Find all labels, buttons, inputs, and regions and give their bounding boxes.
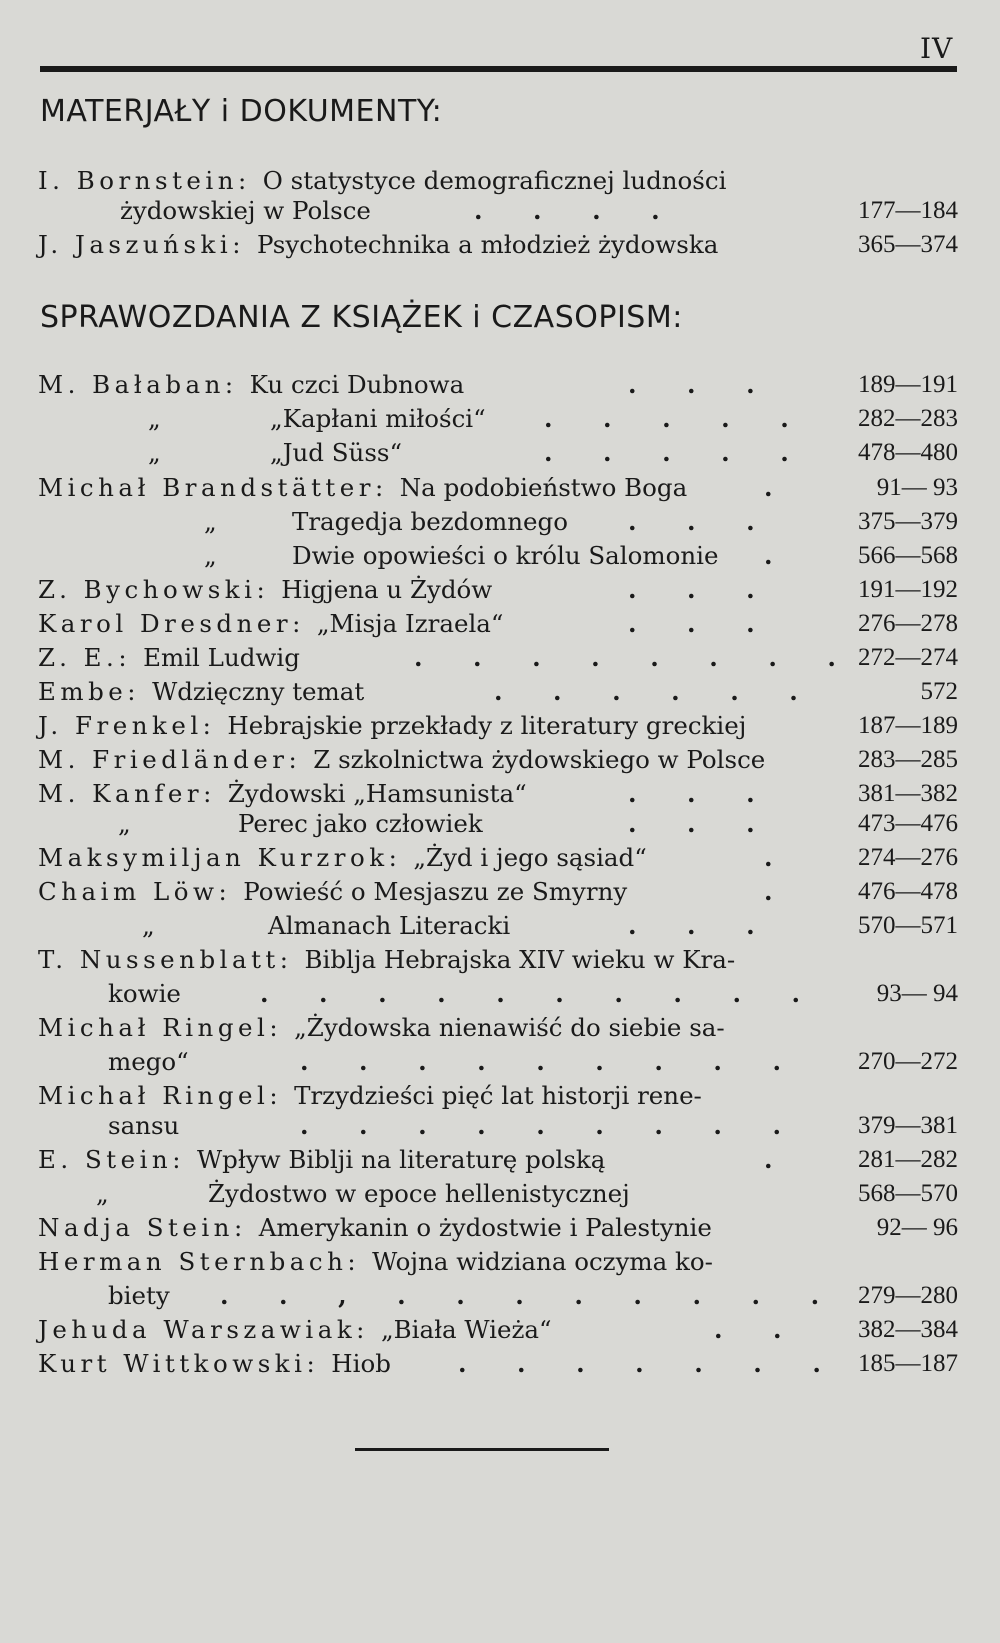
entry-author: E. Stein:: [38, 1145, 185, 1174]
entry-pages: 279—280: [858, 1282, 958, 1309]
entry-title: „Żyd i jego sąsiad“: [413, 843, 647, 872]
entry-title: Żydowski „Hamsunista“: [227, 779, 527, 808]
entry-pages: 91— 93: [876, 474, 958, 501]
ditto-mark: „: [204, 541, 217, 570]
toc-entry: [38, 743, 958, 779]
entry-author: T. Nussenblatt:: [38, 945, 293, 974]
toc-entry-continuation: [38, 1109, 958, 1145]
ditto-mark: „: [148, 404, 161, 433]
entry-pages: 570—571: [858, 912, 958, 939]
leader-dots: . . . . . . . .: [414, 643, 857, 672]
leader-dots: . . .: [628, 507, 776, 536]
toc-entry: [38, 607, 958, 643]
toc-entry: [38, 1011, 958, 1047]
entry-author: Maksymiljan Kurzrok:: [38, 843, 402, 872]
entry-pages: 566—568: [858, 542, 958, 569]
entry-pages: 282—283: [858, 405, 958, 432]
entry-title: „Misja Izraela“: [316, 609, 504, 638]
toc-entry-continuation: [38, 977, 958, 1013]
toc-entry: [38, 1245, 958, 1281]
toc-entry: [38, 1211, 958, 1247]
entry-author: Chaim Löw:: [38, 877, 232, 906]
toc-entry: [38, 709, 958, 745]
entry-pages: 381—382: [858, 780, 958, 807]
leader-dots: .: [764, 473, 794, 502]
entry-title: „Żydowska nienawiść do siebie sa-: [294, 1013, 725, 1042]
entry-author: Herman Sternbach:: [38, 1247, 361, 1276]
entry-author: Michał Brandstätter:: [38, 473, 388, 502]
entry-author: Michał Ringel:: [38, 1013, 283, 1042]
entry-pages: 270—272: [858, 1048, 958, 1075]
entry-pages: 476—478: [858, 878, 958, 905]
ditto-mark: „: [142, 911, 155, 940]
leader-dots: . . . . . .: [494, 677, 819, 706]
entry-pages: 572: [920, 678, 958, 705]
entry-title-line2: żydowskiej w Polsce: [120, 196, 371, 225]
toc-entry: [38, 1347, 958, 1383]
entry-author: Kurt Wittkowski:: [38, 1349, 320, 1378]
section-heading-materials: MATERJAŁY i DOKUMENTY:: [40, 94, 443, 129]
entry-pages: 568—570: [858, 1180, 958, 1207]
leader-dots: . . .: [628, 575, 776, 604]
toc-entry: [38, 402, 958, 438]
entry-title: „Biała Wieża“: [380, 1315, 552, 1344]
entry-pages: 191—192: [858, 576, 958, 603]
leader-dots: . . .: [628, 370, 776, 399]
toc-entry: [38, 943, 958, 979]
entry-title: Powieść o Mesjaszu ze Smyrny: [243, 877, 628, 906]
entry-title: Hiob: [331, 1349, 391, 1378]
entry-title: Hebrajskie przekłady z literatury greckiej: [227, 711, 747, 740]
entry-title: Trzydzieści pięć lat historji rene-: [294, 1081, 702, 1110]
entry-pages: 92— 96: [876, 1214, 958, 1241]
toc-entry-continuation: [38, 194, 958, 230]
entry-title: Żydostwo w epoce hellenistycznej: [208, 1179, 630, 1208]
entry-title: Amerykanin o żydostwie i Palestynie: [258, 1213, 712, 1242]
entry-title: Perec jako człowiek: [238, 809, 483, 838]
entry-author: Karol Dresdner:: [38, 609, 305, 638]
leader-dots: . . . . .: [544, 438, 810, 467]
section-heading-reviews: SPRAWOZDANIA Z KSIĄŻEK i CZASOPISM:: [40, 300, 683, 335]
leader-dots: . . , . . . . . . . .: [220, 1281, 841, 1310]
entry-pages: 274—276: [858, 844, 958, 871]
entry-title: Psychotechnika a młodzież żydowska: [256, 230, 719, 259]
toc-entry: [38, 675, 958, 711]
entry-author: M. Bałaban:: [38, 370, 238, 399]
entry-author: J. Frenkel:: [38, 711, 216, 740]
header-rule: [40, 66, 957, 72]
toc-entry: [38, 807, 958, 843]
entry-title: Ku czci Dubnowa: [249, 370, 465, 399]
entry-pages: 379—381: [858, 1112, 958, 1139]
toc-entry: [38, 436, 958, 472]
leader-dots: .: [764, 541, 794, 570]
entry-pages: 187—189: [858, 712, 958, 739]
toc-entry: [38, 641, 958, 677]
leader-dots: . . .: [628, 609, 776, 638]
toc-entry: [38, 228, 958, 264]
entry-author: J. Jaszuński:: [38, 230, 245, 259]
leader-dots: .: [764, 1145, 794, 1174]
entry-author: M. Kanfer:: [38, 779, 216, 808]
entry-title-line2: kowie: [108, 979, 181, 1008]
entry-title: Emil Ludwig: [143, 643, 300, 672]
leader-dots: . . .: [628, 779, 776, 808]
entry-pages: 382—384: [858, 1316, 958, 1343]
entry-author: M. Friedländer:: [38, 745, 302, 774]
entry-pages: 272—274: [858, 644, 958, 671]
entry-title: „Kapłani miłości“: [270, 404, 486, 433]
entry-title: Higjena u Żydów: [281, 575, 493, 604]
leader-dots: .: [764, 877, 794, 906]
toc-entry: [38, 1313, 958, 1349]
entry-title-line2: mego“: [108, 1047, 189, 1076]
entry-author: I. Bornstein:: [38, 166, 251, 195]
entry-title: O statystyce demograficznej ludności: [262, 166, 727, 195]
leader-dots: . .: [714, 1315, 803, 1344]
entry-pages: 177—184: [858, 197, 958, 224]
leader-dots: . . . . . . . . . .: [260, 979, 822, 1008]
ditto-mark: „: [204, 507, 217, 536]
toc-entry: [38, 368, 958, 404]
leader-dots: . . . . . . .: [458, 1349, 842, 1378]
entry-title: Na podobieństwo Boga: [399, 473, 688, 502]
entry-author: Z. E.:: [38, 643, 132, 672]
entry-pages: 375—379: [858, 508, 958, 535]
entry-pages: 185—187: [858, 1350, 958, 1377]
toc-entry: [38, 841, 958, 877]
entry-pages: 189—191: [858, 371, 958, 398]
entry-pages: 93— 94: [876, 980, 958, 1007]
toc-entry: [38, 573, 958, 609]
entry-pages: 281—282: [858, 1146, 958, 1173]
toc-entry-continuation: [38, 1279, 958, 1315]
toc-entry: [38, 505, 958, 541]
entry-pages: 276—278: [858, 610, 958, 637]
toc-entry: [38, 1143, 958, 1179]
closing-rule: [355, 1448, 609, 1451]
entry-author: Embe:: [38, 677, 141, 706]
entry-title: Tragedja bezdomnego: [292, 507, 568, 536]
leader-dots: .: [764, 843, 794, 872]
entry-title: „Jud Süss“: [270, 438, 402, 467]
ditto-mark: „: [148, 438, 161, 467]
entry-pages: 473—476: [858, 810, 958, 837]
entry-title: Wojna widziana oczyma ko-: [372, 1247, 713, 1276]
leader-dots: . . .: [628, 809, 776, 838]
entry-title: Wpływ Biblji na literaturę polską: [196, 1145, 606, 1174]
entry-author: Z. Bychowski:: [38, 575, 270, 604]
leader-dots: . . . . . . . . .: [300, 1047, 803, 1076]
leader-dots: . . . .: [474, 196, 681, 225]
leader-dots: . . . . .: [544, 404, 810, 433]
ditto-mark: „: [118, 809, 131, 838]
entry-title: Biblja Hebrajska XIV wieku w Kra-: [304, 945, 736, 974]
entry-title: Wdzięczny temat: [152, 677, 365, 706]
entry-pages: 365—374: [858, 231, 958, 258]
entry-title-line2: biety: [108, 1281, 170, 1310]
entry-author: Michał Ringel:: [38, 1081, 283, 1110]
entry-title-line2: sansu: [108, 1111, 180, 1140]
toc-entry: [38, 1177, 958, 1213]
ditto-mark: „: [96, 1179, 109, 1208]
entry-author: Jehuda Warszawiak:: [38, 1315, 369, 1344]
entry-pages: 283—285: [858, 746, 958, 773]
leader-dots: . . . . . . . . .: [300, 1111, 803, 1140]
entry-author: Nadja Stein:: [38, 1213, 247, 1242]
entry-title: Almanach Literacki: [268, 911, 511, 940]
entry-title: Z szkolnictwa żydowskiego w Polsce: [313, 745, 766, 774]
page-number: IV: [920, 32, 954, 65]
toc-entry: [38, 875, 958, 911]
toc-entry: [38, 539, 958, 575]
toc-entry: [38, 909, 958, 945]
entry-title: Dwie opowieści o królu Salomonie: [292, 541, 719, 570]
leader-dots: . . .: [628, 911, 776, 940]
entry-pages: 478—480: [858, 439, 958, 466]
toc-entry-continuation: [38, 1045, 958, 1081]
toc-entry: [38, 471, 958, 507]
